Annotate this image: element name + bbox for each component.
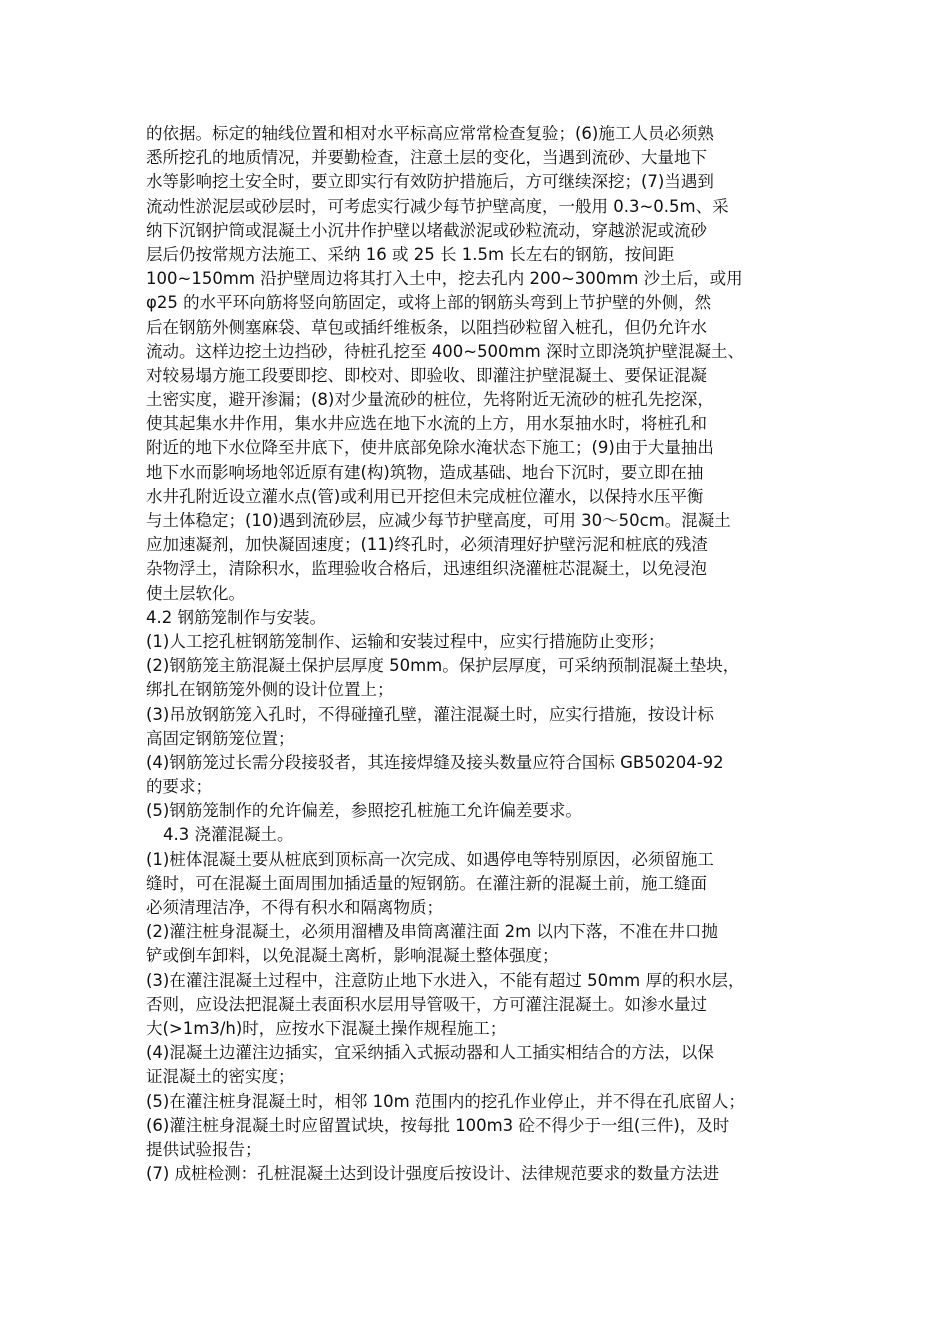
- text-line: (4)钢筋笼过长需分段接驳者，其连接焊缝及接头数量应符合国标 GB50204-92: [146, 752, 724, 772]
- text-line: 与土体稳定；(10)遇到流砂层，应减少每节护壁高度，可用 30～50cm。混凝土: [146, 511, 731, 530]
- text-line: 土密实度，避开渗漏；(8)对少量流砂的桩位，先将附近无流砂的桩孔先挖深，: [146, 390, 714, 410]
- text-line: 缝时，可在混凝土面周围加插适量的短钢筋。在灌注新的混凝土前，施工缝面: [146, 873, 707, 893]
- text-line: 否则，应设法把混凝土表面积水层用导管吸干，方可灌注混凝土。如渗水量过: [146, 994, 707, 1014]
- text-line: φ25 的水平环向筋将竖向筋固定，或将上部的钢筋头弯到上节护壁的外侧，然: [146, 293, 712, 313]
- text-line: 水井孔附近设立灌水点(管)或利用已开挖但未完成桩位灌水，以保持水压平衡: [146, 486, 704, 506]
- text-line: 地下水而影响场地邻近原有建(构)筑物，造成基础、地台下沉时，要立即在抽: [146, 462, 704, 482]
- text-line: (4)混凝土边灌注边插实，宜采纳插入式振动器和人工插实相结合的方法，以保: [146, 1043, 714, 1063]
- text-line: 层后仍按常规方法施工、采纳 16 或 25 长 1.5m 长左右的钢筋，按间距: [146, 244, 675, 264]
- text-line: 悉所挖孔的地质情况，并要勤检查，注意土层的变化，当遇到流砂、大量地下: [146, 148, 707, 168]
- text-line: 对较易塌方施工段要即挖、即校对、即验收、即灌注护壁混凝土、要保证混凝: [146, 365, 707, 385]
- text-line: 纳下沉钢护筒或混凝土小沉井作护壁以堵截淤泥或砂粒流动，穿越淤泥或流砂: [146, 220, 707, 240]
- text-line: (2)钢筋笼主筋混凝土保护层厚度 50mm。保护层厚度，可采纳预制混凝土垫块，: [146, 656, 740, 676]
- text-line: 使土层软化。: [146, 583, 245, 603]
- document-body: [146, 122, 811, 1186]
- text-line: (3)吊放钢筋笼入孔时，不得碰撞孔壁，灌注混凝土时，应实行措施，按设计标: [146, 704, 714, 724]
- text-line: 必须清理洁净，不得有积水和隔离物质；: [146, 898, 443, 917]
- text-line: 流动性淤泥层或砂层时，可考虑实行减少每节护壁高度，一般用 0.3~0.5m、采: [146, 196, 729, 216]
- text-line: 杂物浮土，清除积水，监理验收合格后，迅速组织浇灌桩芯混凝土，以免浸泡: [146, 559, 707, 579]
- text-line: 附近的地下水位降至井底下，使井底部免除水淹状态下施工；(9)由于大量抽出: [146, 438, 714, 458]
- text-line: 使其起集水井作用，集水井应选在地下水流的上方，用水泵抽水时，将桩孔和: [146, 414, 707, 434]
- text-line: 的依据。标定的轴线位置和相对水平标高应常常检查复验；(6)施工人员必须熟: [146, 124, 714, 143]
- text-line: (5)在灌注桩身混凝土时，相邻 10m 范围内的挖孔作业停止，并不得在孔底留人；: [146, 1091, 745, 1111]
- text-line: 后在钢筋外侧塞麻袋、草包或插纤维板条，以阻挡砂粒留入桩孔，但仍允许水: [146, 317, 707, 337]
- text-line: 高固定钢筋笼位置；: [146, 728, 295, 748]
- text-line: 应加速凝剂，加快凝固速度；(11)终孔时，必须清理好护壁污泥和桩底的残渣: [146, 535, 708, 555]
- text-line: (5)钢筋笼制作的允许偏差，参照挖孔桩施工允许偏差要求。: [146, 801, 582, 821]
- text-line: 绑扎在钢筋笼外侧的设计位置上；: [146, 680, 394, 700]
- text-line: (7) 成桩检测：孔桩混凝土达到设计强度后按设计、法律规范要求的数量方法进: [146, 1164, 720, 1184]
- text-line: 提供试验报告；: [146, 1139, 262, 1159]
- text-line: (3)在灌注混凝土过程中，注意防止地下水进入，不能有超过 50mm 厚的积水层，: [146, 970, 745, 990]
- text-line: 铲或倒车卸料，以免混凝土离析，影响混凝土整体强度；: [146, 946, 559, 966]
- section-heading: 4.2 钢筋笼制作与安装。: [146, 607, 326, 627]
- text-line: (1)桩体混凝土要从桩底到顶标高一次完成、如遇停电等特别原因，必须留施工: [146, 849, 714, 869]
- text-line: (6)灌注桩身混凝土时应留置试块，按每批 100m3 砼不得少于一组(三件)，及时: [146, 1115, 730, 1135]
- text-line: 流动。这样边挖土边挡砂，待桩孔挖至 400~500mm 深时立即浇筑护壁混凝土、: [146, 341, 744, 361]
- text-line: (1)人工挖孔桩钢筋笼制作、运输和安装过程中，应实行措施防止变形；: [146, 631, 665, 651]
- text-line: 水等影响挖土安全时，要立即实行有效防护措施后，方可继续深挖；(7)当遇到: [146, 172, 714, 192]
- text-line: 的要求；: [146, 777, 212, 797]
- text-line: 大(>1m3/h)时，应按水下混凝土操作规程施工；: [146, 1018, 507, 1038]
- text-line: 证混凝土的密实度；: [146, 1067, 295, 1087]
- text-line: (2)灌注桩身混凝土，必须用溜槽及串筒离灌注面 2m 以内下落，不准在井口抛: [146, 922, 718, 942]
- text-line: 100~150mm 沿护壁周边将其打入土中，挖去孔内 200~300mm 沙土后，或用: [146, 269, 743, 289]
- section-heading: 4.3 浇灌混凝土。: [163, 825, 294, 845]
